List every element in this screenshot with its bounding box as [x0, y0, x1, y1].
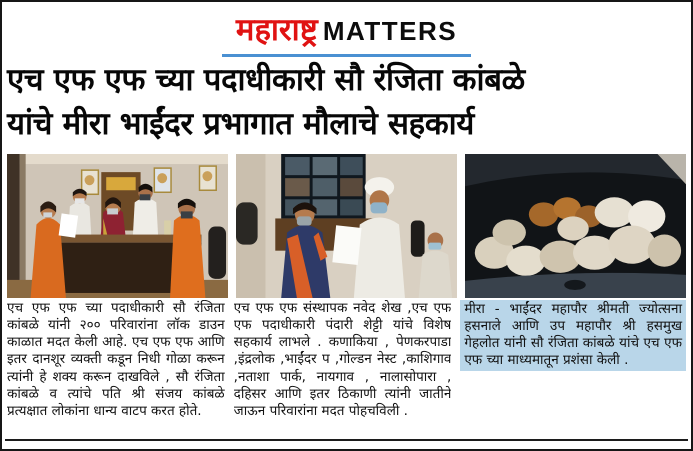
photo-office-document-handover-art [7, 154, 228, 298]
masthead-title-devanagari: महाराष्ट्र [235, 12, 318, 48]
article-column-2: एच एफ एफ संस्थापक नवेद शेख ,एच एफ एफ पदाधीकारी पंदारी शेट्टी यांचे विशेष सहकार्य लाभले . कणाकिया , पेणकरपाडा ,इंद्रलोक ,भाईंदर प ,गोल्डन नेस्ट ,काशिगाव ,नताशा पार्क, नायगाव , नालासोपारा , दहिसर आणि इतर ठिकाणी त्यांनी जातीने जाऊन परिवारांना मदत पोहचविली . [233, 300, 452, 419]
article-column-3-highlighted: मीरा - भाईंदर महापौर श्रीमती ज्योत्सना हसनाले आणि उप महापौर श्री हसमुख गेहलोत यांनी सौ रंजिता कांबळे यांचे एच एफ एफ च्या माध्यमातून प्रशंसा केली . [460, 300, 686, 371]
masthead [2, 8, 691, 57]
photo-car-trunk-art [465, 154, 686, 298]
headline-line-1: एच एफ एफ च्या पदाधीकारी सौ रंजिता कांबळे [7, 62, 525, 98]
photo-car-trunk-grain-bags [465, 154, 686, 298]
photo-letter-presentation-art [236, 154, 457, 298]
masthead-title [222, 8, 471, 57]
headline [7, 58, 689, 146]
photo-office-document-handover [7, 154, 228, 298]
masthead-title-english: MATTERS [322, 16, 458, 46]
headline-line-2: यांचे मीरा भाईंदर प्रभागात मौलाचे सहकार्य [7, 106, 475, 142]
article-columns [7, 300, 686, 438]
bottom-rule [5, 439, 688, 441]
article-column-1: एच एफ एफ च्या पदाधीकारी सौ रंजिता कांबळे यांनी २०० परिवारांना लॉक डाउन काळात मदत केली आहे. एच एफ एफ आणि इतर दानशूर व्यक्ती कडून निधी गोळा करून त्यांनी हे शक्य करून दाखविले , सौ रंजिता कांबळे व त्यांचे पति श्री संजय कांबळे प्रत्यक्षात लोकांना धान्य वाटप करत होते. [7, 300, 225, 419]
photo-letter-presentation-cctv-room [236, 154, 457, 298]
photo-row [7, 154, 686, 298]
